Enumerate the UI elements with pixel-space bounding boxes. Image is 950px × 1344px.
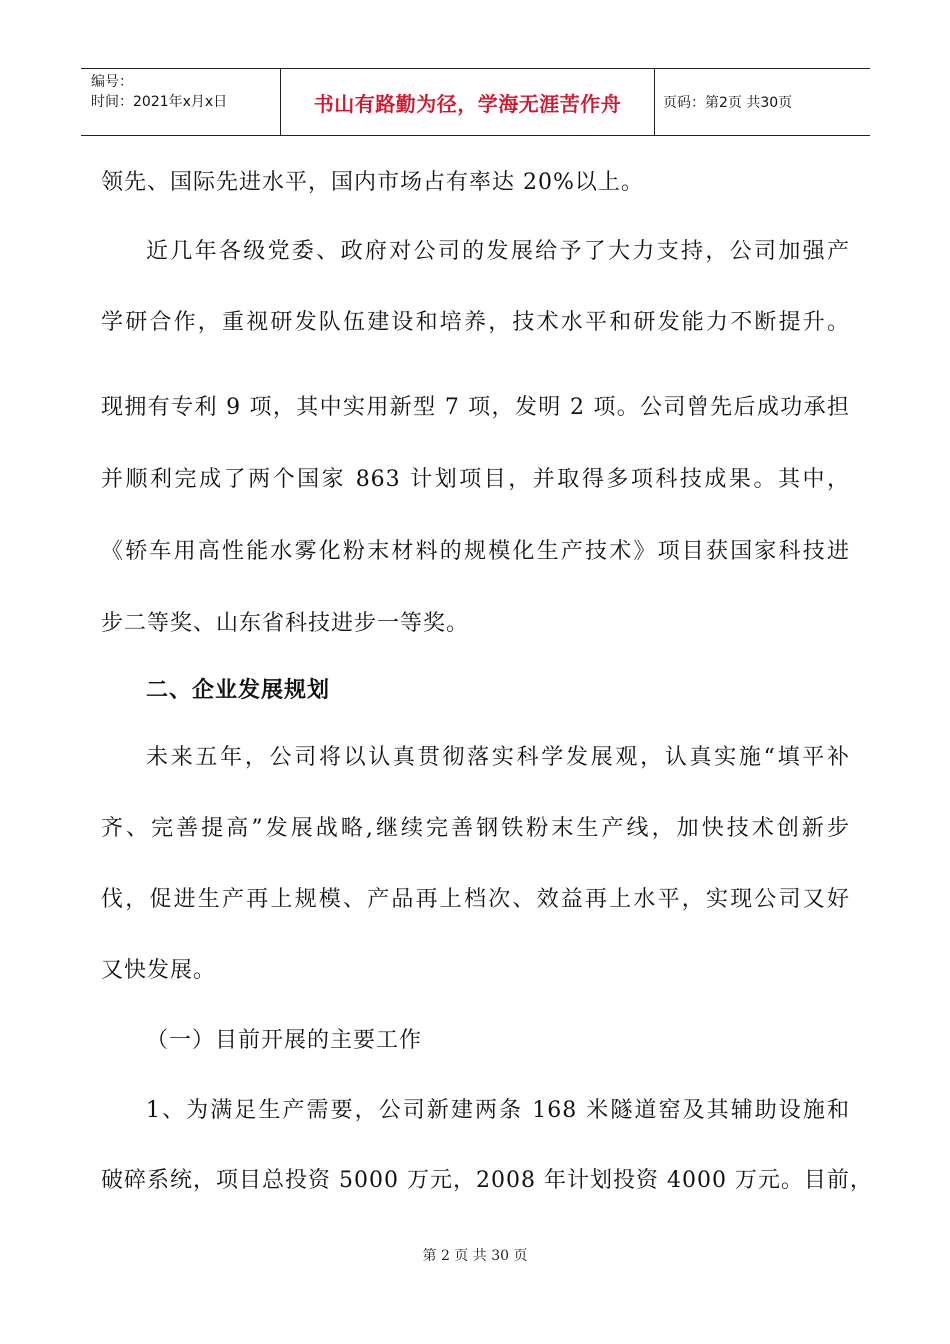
- subsection-heading: （一）目前开展的主要工作: [146, 1028, 423, 1053]
- document-number-label: 编号：: [91, 74, 133, 90]
- body-line-4: 现拥有专利 9 项，其中实用新型 7 项，发明 2 项。公司曾先后成功承担: [101, 395, 850, 420]
- page-header: [81, 68, 870, 136]
- body-line-14: 1、为满足生产需要，公司新建两条 168 米隧道窑及其辅助设施和: [146, 1098, 850, 1123]
- body-line-7: 步二等奖、山东省科技进步一等奖。: [101, 611, 470, 636]
- section-heading: 二、企业发展规划: [146, 678, 331, 703]
- body-line-12: 又快发展。: [101, 958, 217, 983]
- body-line-5: 并顺利完成了两个国家 863 计划项目，并取得多项科技成果。其中，: [101, 467, 850, 492]
- body-line-1: 领先、国际先进水平，国内市场占有率达 20%以上。: [101, 170, 644, 195]
- body-line-9: 未来五年，公司将以认真贯彻落实科学发展观，认真实施“填平补: [146, 745, 850, 770]
- body-line-11: 伐，促进生产再上规模、产品再上档次、效益再上水平，实现公司又好: [101, 887, 850, 912]
- body-line-2: 近几年各级党委、政府对公司的发展给予了大力支持，公司加强产: [146, 239, 850, 264]
- header-page-info: 页码：第2页 共30页: [663, 95, 793, 111]
- body-line-15: 破碎系统，项目总投资 5000 万元，2008 年计划投资 4000 万元。目前，: [101, 1168, 873, 1193]
- body-line-10: 齐、完善提高”发展战略,继续完善钢铁粉末生产线，加快技术创新步: [101, 816, 850, 841]
- page-footer: 第 2 页 共 30 页: [422, 1248, 528, 1264]
- document-date-label: 时间：2021年x月x日: [91, 94, 228, 110]
- header-motto: 书山有路勤为径，学海无涯苦作舟: [281, 69, 655, 135]
- body-line-6: 《轿车用高性能水雾化粉末材料的规模化生产技术》项目获国家科技进: [101, 539, 850, 564]
- header-meta-cell: [81, 69, 281, 135]
- body-line-3: 学研合作，重视研发队伍建设和培养，技术水平和研发能力不断提升。: [101, 310, 850, 335]
